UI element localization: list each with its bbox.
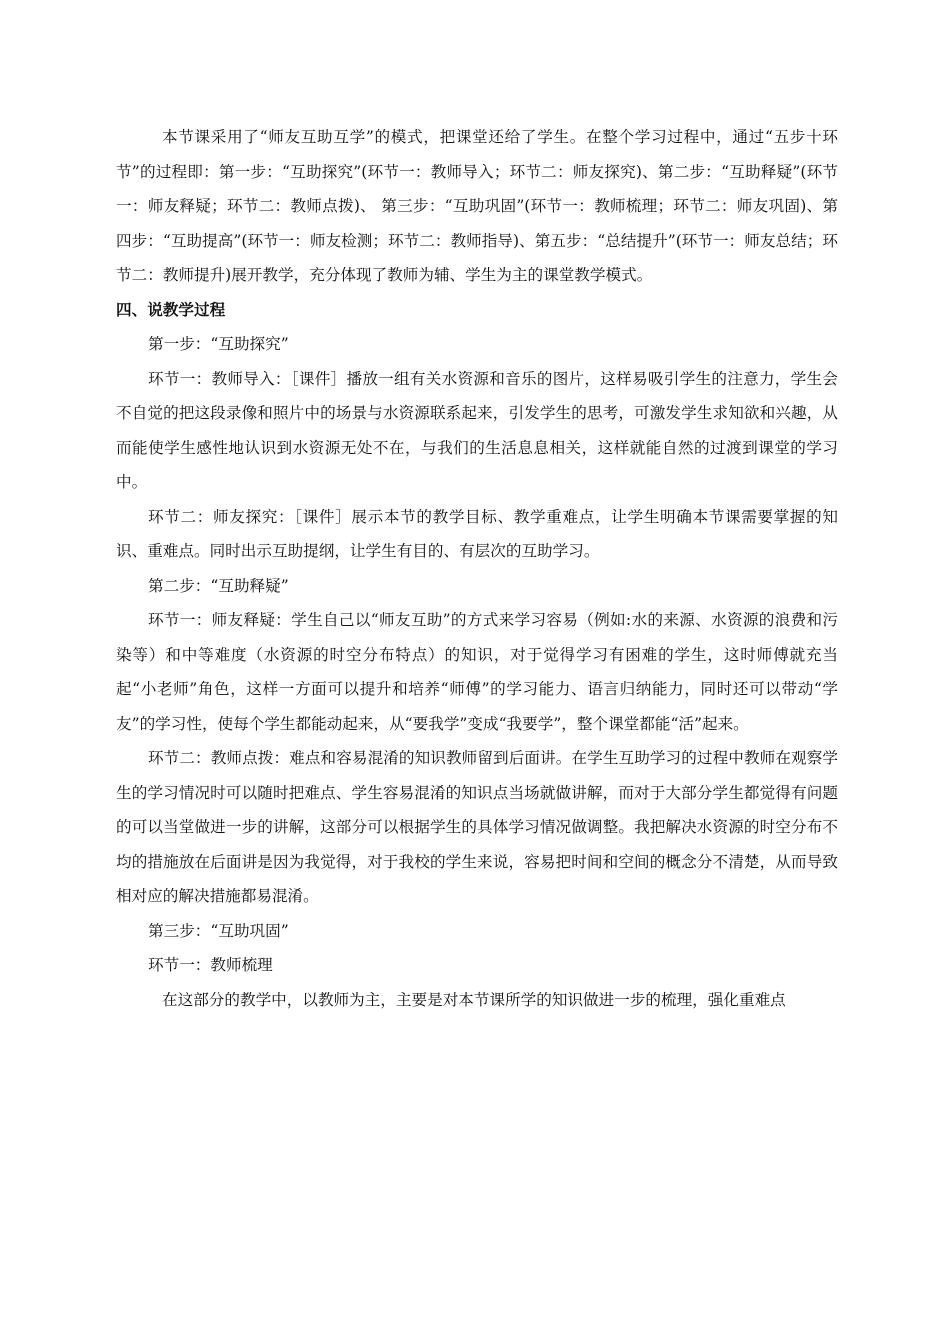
step3-title: 第三步：“互助巩固” xyxy=(148,921,289,940)
intro-paragraph: 本节课采用了“师友互助互学”的模式，把课堂还给了学生。在整个学习过程中，通过“五步十环节”的过程即：第一步：“互助探究”(环节一：教师导入；环节二：师友探究)、第二步：“互助释疑”(环节一：师友释疑；环节二：教师点拨)、 第三步：“互助巩固”(环节一：教师梳理；环节二：师友巩固)、第四步：“互助提高”(环节一：师友检测；环节二：教师指导)、第五步：“总结提升”(环节一：师友总结；环节二：教师提升)展开教学，充分体现了教师为辅、学生为主的课堂教学模式。 xyxy=(116,128,838,284)
document-body xyxy=(116,120,838,1017)
step3-link1-title: 环节一：教师梳理 xyxy=(148,956,273,974)
step1-title: 第一步：“互助探究” xyxy=(148,335,289,353)
step1-link1-paragraph: 环节一：教师导入：［课件］播放一组有关水资源和音乐的图片，这样易吸引学生的注意力，学生会不自觉的把这段录像和照片中的场景与水资源联系起来，引发学生的思考，可激发学生求知欲和兴趣，从而能使学生感性地认识到水资源无处不在，与我们的生活息息相关，这样就能自然的过渡到课堂的学习中。 xyxy=(116,369,838,491)
section-heading: 四、说教学过程 xyxy=(116,300,226,319)
step1-link2-paragraph: 环节二：师友探究：［课件］展示本节的教学目标、教学重难点，让学生明确本节课需要掌握的知识、重难点。同时出示互助提纲，让学生有目的、有层次的互助学习。 xyxy=(116,507,838,560)
step3-link1-paragraph: 在这部分的教学中，以教师为主，主要是对本节课所学的知识做进一步的梳理，强化重难点 xyxy=(162,990,786,1009)
step2-link1-paragraph: 环节一：师友释疑：学生自己以“师友互助”的方式来学习容易（例如:水的来源、水资源的浪费和污染等）和中等难度（水资源的时空分布特点）的知识，对于觉得学习有困难的学生，这时师傅就充当起“小老师”角色，这样一方面可以提升和培养“师傅”的学习能力、语言归纳能力，同时还可以带动“学友”的学习性，使每个学生都能动起来，从“要我学”变成“我要学”，整个课堂都能“活”起来。 xyxy=(116,611,838,733)
step2-link2-paragraph: 环节二：教师点拨：难点和容易混淆的知识教师留到后面讲。在学生互助学习的过程中教师在观察学生的学习情况时可以随时把难点、学生容易混淆的知识点当场就做讲解，而对于大部分学生都觉得有问题的可以当堂做进一步的讲解，这部分可以根据学生的具体学习情况做调整。我把解决水资源的时空分布不均的措施放在后面讲是因为我觉得，对于我校的学生来说，容易把时间和空间的概念分不清楚，从而导致相对应的解决措施都易混淆。 xyxy=(116,749,838,905)
step2-title: 第二步：“互助释疑” xyxy=(148,576,289,595)
